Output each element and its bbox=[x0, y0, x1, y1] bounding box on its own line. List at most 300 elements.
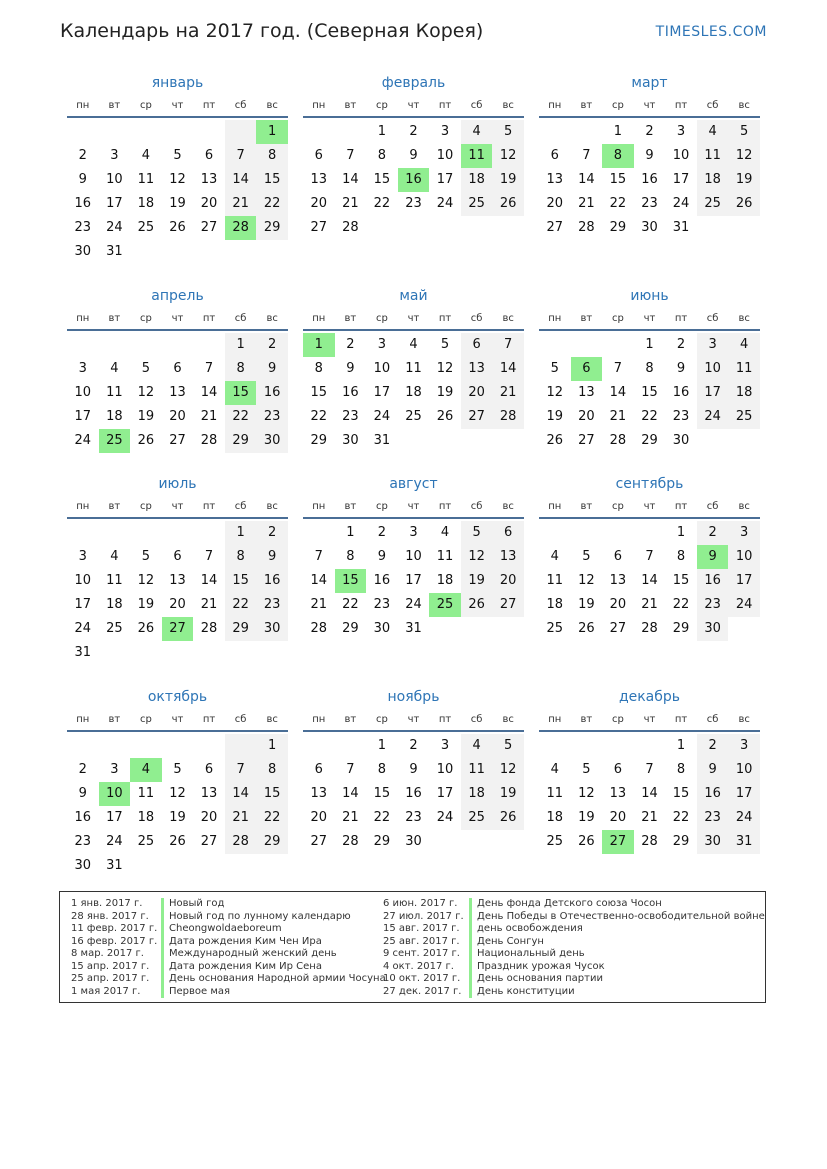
day-cell: 28 bbox=[200, 621, 218, 636]
day-cell: 27 bbox=[602, 830, 634, 854]
empty-cell bbox=[256, 240, 288, 264]
day-cell: 25 bbox=[137, 220, 155, 235]
day-cell: 7 bbox=[645, 549, 654, 564]
day-cell: 18 bbox=[546, 597, 564, 612]
day-cell: 11 bbox=[461, 144, 493, 168]
day-cell: 30 bbox=[74, 858, 92, 873]
day-cell: 7 bbox=[492, 333, 524, 357]
weekday-label: пн bbox=[548, 313, 562, 324]
day-cell: 22 bbox=[225, 405, 257, 429]
day-cell: 28 bbox=[225, 216, 257, 240]
weekday-label: пн bbox=[76, 313, 90, 324]
month-name: июнь bbox=[630, 288, 669, 304]
day-cell: 10 bbox=[436, 762, 454, 777]
day-cell: 20 bbox=[546, 196, 564, 211]
day-cell: 12 bbox=[169, 786, 186, 801]
weekday-header bbox=[303, 96, 524, 118]
empty-cell bbox=[539, 734, 571, 758]
day-cell: 1 bbox=[676, 525, 686, 540]
day-cell: 13 bbox=[310, 172, 328, 187]
day-cell: 1 bbox=[346, 525, 355, 540]
holiday-date: 16 февр. 2017 г. bbox=[71, 935, 158, 947]
day-cell: 4 bbox=[409, 337, 418, 352]
day-cell: 31 bbox=[373, 433, 391, 448]
empty-cell bbox=[193, 854, 225, 878]
day-cell: 13 bbox=[609, 573, 627, 588]
day-cell: 14 bbox=[641, 573, 658, 588]
weekday-label: ср bbox=[139, 501, 152, 512]
site-logo[interactable]: TIMESLES.COM bbox=[655, 24, 767, 40]
month-block bbox=[539, 70, 760, 240]
empty-cell bbox=[225, 641, 257, 665]
day-cell: 22 bbox=[373, 810, 391, 825]
day-cell: 15 bbox=[256, 168, 288, 192]
day-cell: 24 bbox=[436, 810, 454, 825]
day-cell: 5 bbox=[173, 148, 182, 163]
day-cell: 31 bbox=[74, 645, 92, 660]
empty-cell bbox=[571, 120, 603, 144]
day-cell: 3 bbox=[409, 525, 418, 540]
day-cell: 22 bbox=[256, 192, 288, 216]
day-cell: 25 bbox=[405, 409, 422, 424]
day-cell: 22 bbox=[373, 196, 391, 211]
day-cell: 20 bbox=[310, 196, 328, 211]
day-cell: 30 bbox=[697, 830, 729, 854]
empty-cell bbox=[130, 120, 162, 144]
empty-cell bbox=[697, 429, 729, 453]
day-cell: 26 bbox=[137, 433, 155, 448]
day-cell: 18 bbox=[436, 573, 454, 588]
day-cell: 13 bbox=[578, 385, 595, 400]
empty-cell bbox=[539, 521, 571, 545]
weekday-label: чт bbox=[643, 501, 656, 512]
day-cell: 26 bbox=[436, 409, 454, 424]
day-cell: 14 bbox=[492, 357, 524, 381]
day-cell: 16 bbox=[697, 782, 729, 806]
day-cell: 23 bbox=[342, 409, 359, 424]
day-cell: 15 bbox=[641, 385, 658, 400]
day-cell: 17 bbox=[106, 196, 123, 211]
holiday-name: Первое мая bbox=[161, 986, 230, 999]
day-cell: 9 bbox=[78, 172, 87, 187]
day-cell: 25 bbox=[429, 593, 461, 617]
weekday-label: ср bbox=[375, 501, 388, 512]
empty-cell bbox=[634, 521, 666, 545]
holiday-name: Национальный день bbox=[469, 948, 585, 961]
month-name: ноябрь bbox=[387, 689, 440, 705]
empty-cell bbox=[335, 734, 367, 758]
empty-cell bbox=[728, 617, 760, 641]
day-cell: 6 bbox=[204, 762, 214, 777]
day-cell: 26 bbox=[546, 433, 564, 448]
holiday-name: Cheongwoldaeboreum bbox=[161, 923, 282, 936]
weekday-label: пт bbox=[674, 714, 688, 725]
day-cell: 13 bbox=[200, 786, 218, 801]
weekday-label: сб bbox=[470, 100, 483, 111]
day-cell: 10 bbox=[74, 385, 92, 400]
holiday-name: Новый год bbox=[161, 898, 224, 911]
day-cell: 15 bbox=[335, 569, 367, 593]
day-cell: 26 bbox=[728, 192, 760, 216]
day-cell: 1 bbox=[613, 124, 623, 139]
day-cell: 19 bbox=[578, 597, 595, 612]
day-cell: 20 bbox=[609, 810, 627, 825]
day-cell: 8 bbox=[676, 549, 686, 564]
empty-cell bbox=[225, 854, 257, 878]
day-cell: 28 bbox=[578, 220, 595, 235]
day-cell: 25 bbox=[461, 192, 493, 216]
day-cell: 23 bbox=[697, 593, 729, 617]
holiday-date: 6 июн. 2017 г. bbox=[383, 898, 458, 909]
day-cell: 14 bbox=[200, 573, 218, 588]
day-cell: 7 bbox=[645, 762, 654, 777]
day-cell: 2 bbox=[409, 738, 418, 753]
day-cell: 14 bbox=[609, 385, 627, 400]
weekday-label: вс bbox=[266, 714, 278, 725]
day-cell: 11 bbox=[546, 786, 564, 801]
day-cell: 6 bbox=[550, 148, 559, 163]
month-block bbox=[303, 70, 524, 240]
day-cell: 29 bbox=[672, 834, 690, 849]
weekday-label: вт bbox=[344, 714, 357, 725]
day-cell: 17 bbox=[728, 569, 760, 593]
day-cell: 22 bbox=[672, 810, 690, 825]
day-grid bbox=[67, 734, 288, 878]
empty-cell bbox=[225, 120, 257, 144]
weekday-label: чт bbox=[643, 714, 656, 725]
empty-cell bbox=[602, 521, 634, 545]
day-cell: 6 bbox=[461, 333, 493, 357]
day-cell: 5 bbox=[492, 734, 524, 758]
weekday-header bbox=[539, 309, 760, 331]
weekday-label: пн bbox=[76, 100, 90, 111]
day-cell: 3 bbox=[676, 124, 686, 139]
empty-cell bbox=[461, 429, 493, 453]
day-cell: 23 bbox=[74, 220, 92, 235]
month-name: октябрь bbox=[147, 689, 208, 705]
day-cell: 26 bbox=[578, 834, 595, 849]
day-cell: 10 bbox=[672, 148, 690, 163]
holiday-date: 15 апр. 2017 г. bbox=[71, 960, 150, 972]
day-grid bbox=[67, 333, 288, 453]
day-cell: 18 bbox=[405, 385, 422, 400]
day-cell: 16 bbox=[405, 786, 422, 801]
day-cell: 21 bbox=[200, 409, 218, 424]
weekday-label: сб bbox=[706, 714, 719, 725]
empty-cell bbox=[99, 641, 131, 665]
day-cell: 2 bbox=[346, 337, 355, 352]
day-cell: 27 bbox=[200, 220, 218, 235]
day-cell: 7 bbox=[613, 361, 623, 376]
empty-cell bbox=[193, 333, 225, 357]
day-cell: 22 bbox=[256, 806, 288, 830]
day-grid bbox=[539, 333, 760, 453]
day-cell: 14 bbox=[225, 782, 257, 806]
day-cell: 5 bbox=[440, 337, 450, 352]
day-cell: 8 bbox=[645, 361, 654, 376]
weekday-label: пн bbox=[548, 501, 562, 512]
day-cell: 26 bbox=[461, 593, 493, 617]
day-cell: 19 bbox=[492, 782, 524, 806]
day-cell: 19 bbox=[728, 168, 760, 192]
day-cell: 27 bbox=[492, 593, 524, 617]
day-cell: 11 bbox=[697, 144, 729, 168]
holiday-name: Международный женский день bbox=[161, 948, 337, 961]
day-cell: 18 bbox=[728, 381, 760, 405]
day-grid bbox=[539, 734, 760, 854]
empty-cell bbox=[492, 830, 524, 854]
day-cell: 22 bbox=[342, 597, 359, 612]
day-cell: 21 bbox=[492, 381, 524, 405]
weekday-label: пт bbox=[202, 501, 216, 512]
day-cell: 19 bbox=[492, 168, 524, 192]
day-cell: 9 bbox=[78, 786, 87, 801]
month-block bbox=[303, 684, 524, 854]
weekday-label: пт bbox=[674, 100, 688, 111]
empty-cell bbox=[162, 120, 194, 144]
holiday-date: 15 авг. 2017 г. bbox=[383, 923, 460, 934]
empty-cell bbox=[398, 429, 430, 453]
day-cell: 21 bbox=[200, 597, 218, 612]
month-name: июль bbox=[158, 476, 197, 492]
empty-cell bbox=[99, 120, 131, 144]
holiday-date: 9 сент. 2017 г. bbox=[383, 948, 460, 959]
day-cell: 27 bbox=[162, 617, 194, 641]
empty-cell bbox=[256, 854, 288, 878]
empty-cell bbox=[67, 734, 99, 758]
day-cell: 23 bbox=[74, 834, 92, 849]
weekday-label: пт bbox=[438, 501, 452, 512]
month-block bbox=[539, 684, 760, 854]
day-cell: 2 bbox=[409, 124, 418, 139]
day-cell: 16 bbox=[256, 381, 288, 405]
weekday-label: вт bbox=[580, 714, 593, 725]
empty-cell bbox=[193, 734, 225, 758]
day-cell: 11 bbox=[436, 549, 454, 564]
month-block bbox=[539, 471, 760, 641]
day-cell: 28 bbox=[200, 433, 218, 448]
empty-cell bbox=[225, 734, 257, 758]
day-cell: 29 bbox=[310, 433, 328, 448]
weekday-label: ср bbox=[375, 313, 388, 324]
day-cell: 17 bbox=[106, 810, 123, 825]
day-grid bbox=[539, 120, 760, 240]
day-cell: 24 bbox=[74, 433, 92, 448]
day-cell: 10 bbox=[74, 573, 92, 588]
day-cell: 29 bbox=[609, 220, 627, 235]
day-cell: 1 bbox=[645, 337, 654, 352]
day-cell: 25 bbox=[461, 806, 493, 830]
day-cell: 13 bbox=[609, 786, 627, 801]
weekday-label: вт bbox=[580, 313, 593, 324]
day-cell: 20 bbox=[310, 810, 328, 825]
weekday-label: вс bbox=[502, 100, 514, 111]
empty-cell bbox=[130, 333, 162, 357]
day-cell: 5 bbox=[141, 361, 151, 376]
day-cell: 22 bbox=[225, 593, 257, 617]
day-cell: 23 bbox=[641, 196, 658, 211]
month-block bbox=[303, 471, 524, 641]
day-cell: 7 bbox=[204, 549, 214, 564]
day-cell: 7 bbox=[225, 758, 257, 782]
day-cell: 13 bbox=[169, 385, 186, 400]
weekday-label: сб bbox=[706, 501, 719, 512]
empty-cell bbox=[303, 120, 335, 144]
day-cell: 12 bbox=[492, 144, 524, 168]
weekday-label: пн bbox=[76, 714, 90, 725]
empty-cell bbox=[429, 830, 461, 854]
month-block bbox=[67, 70, 288, 264]
empty-cell bbox=[193, 120, 225, 144]
weekday-label: вс bbox=[738, 313, 750, 324]
holiday-date: 27 дек. 2017 г. bbox=[383, 985, 462, 997]
day-cell: 17 bbox=[728, 782, 760, 806]
weekday-label: ср bbox=[375, 714, 388, 725]
weekday-label: чт bbox=[643, 100, 656, 111]
day-cell: 4 bbox=[550, 762, 559, 777]
day-cell: 15 bbox=[225, 569, 257, 593]
day-cell: 25 bbox=[137, 834, 155, 849]
day-cell: 8 bbox=[377, 148, 387, 163]
day-cell: 9 bbox=[409, 762, 418, 777]
day-cell: 31 bbox=[405, 621, 422, 636]
empty-cell bbox=[634, 734, 666, 758]
empty-cell bbox=[162, 333, 194, 357]
weekday-label: ср bbox=[375, 100, 388, 111]
empty-cell bbox=[162, 641, 194, 665]
weekday-label: вт bbox=[580, 100, 593, 111]
day-cell: 17 bbox=[74, 597, 92, 612]
day-cell: 4 bbox=[461, 120, 493, 144]
holiday-name: День конституции bbox=[469, 986, 575, 999]
holiday-date: 25 апр. 2017 г. bbox=[71, 973, 150, 984]
day-cell: 1 bbox=[377, 124, 387, 139]
day-grid bbox=[539, 521, 760, 641]
day-cell: 8 bbox=[256, 758, 288, 782]
day-cell: 20 bbox=[200, 810, 218, 825]
day-cell: 9 bbox=[676, 361, 686, 376]
day-cell: 26 bbox=[578, 621, 595, 636]
weekday-label: сб bbox=[706, 100, 719, 111]
day-cell: 7 bbox=[346, 762, 355, 777]
day-cell: 2 bbox=[377, 525, 387, 540]
month-name: май bbox=[399, 288, 428, 304]
day-cell: 26 bbox=[492, 806, 524, 830]
month-name: август bbox=[389, 476, 438, 492]
weekday-label: сб bbox=[470, 501, 483, 512]
day-cell: 13 bbox=[492, 545, 524, 569]
weekday-header bbox=[67, 309, 288, 331]
weekday-header bbox=[67, 710, 288, 732]
day-cell: 15 bbox=[609, 172, 627, 187]
month-name: декабрь bbox=[618, 689, 681, 705]
day-cell: 11 bbox=[106, 385, 123, 400]
empty-cell bbox=[571, 333, 603, 357]
holiday-name: День основания Народной армии Чосуна bbox=[161, 973, 386, 986]
day-cell: 15 bbox=[373, 786, 391, 801]
day-cell: 18 bbox=[461, 168, 493, 192]
weekday-label: пт bbox=[438, 313, 452, 324]
empty-cell bbox=[162, 734, 194, 758]
day-cell: 20 bbox=[578, 409, 595, 424]
day-cell: 15 bbox=[672, 573, 690, 588]
day-cell: 28 bbox=[609, 433, 627, 448]
day-cell: 13 bbox=[200, 172, 218, 187]
empty-cell bbox=[492, 216, 524, 240]
day-cell: 5 bbox=[492, 120, 524, 144]
day-cell: 6 bbox=[613, 762, 623, 777]
weekday-label: ср bbox=[139, 313, 152, 324]
weekday-label: пт bbox=[202, 313, 216, 324]
day-cell: 9 bbox=[645, 148, 654, 163]
day-cell: 10 bbox=[436, 148, 454, 163]
day-cell: 12 bbox=[578, 573, 595, 588]
day-cell: 7 bbox=[204, 361, 214, 376]
day-cell: 27 bbox=[609, 621, 627, 636]
day-cell: 17 bbox=[436, 172, 454, 187]
day-cell: 8 bbox=[225, 545, 257, 569]
weekday-label: вс bbox=[738, 100, 750, 111]
day-cell: 29 bbox=[641, 433, 658, 448]
day-cell: 10 bbox=[99, 782, 131, 806]
day-cell: 29 bbox=[225, 429, 257, 453]
day-cell: 16 bbox=[373, 573, 391, 588]
day-cell: 2 bbox=[697, 734, 729, 758]
day-cell: 26 bbox=[169, 220, 186, 235]
weekday-label: чт bbox=[171, 501, 184, 512]
day-cell: 10 bbox=[697, 357, 729, 381]
day-cell: 19 bbox=[169, 196, 186, 211]
holiday-name: Дата рождения Ким Чен Ира bbox=[161, 936, 322, 949]
day-cell: 11 bbox=[137, 172, 155, 187]
day-cell: 4 bbox=[110, 361, 119, 376]
day-cell: 26 bbox=[169, 834, 186, 849]
day-cell: 18 bbox=[461, 782, 493, 806]
day-cell: 13 bbox=[546, 172, 564, 187]
holiday-date: 1 мая 2017 г. bbox=[71, 985, 141, 997]
day-cell: 8 bbox=[602, 144, 634, 168]
day-cell: 24 bbox=[106, 220, 123, 235]
day-cell: 14 bbox=[342, 786, 359, 801]
day-cell: 8 bbox=[256, 144, 288, 168]
day-cell: 7 bbox=[225, 144, 257, 168]
empty-cell bbox=[539, 333, 571, 357]
weekday-header bbox=[67, 497, 288, 519]
day-cell: 24 bbox=[728, 806, 760, 830]
day-cell: 5 bbox=[728, 120, 760, 144]
weekday-label: вс bbox=[502, 313, 514, 324]
day-cell: 11 bbox=[546, 573, 564, 588]
month-name: апрель bbox=[151, 288, 204, 304]
day-cell: 4 bbox=[728, 333, 760, 357]
day-cell: 6 bbox=[173, 549, 182, 564]
holiday-date: 10 окт. 2017 г. bbox=[383, 973, 461, 984]
month-name: сентябрь bbox=[615, 476, 684, 492]
empty-cell bbox=[130, 521, 162, 545]
empty-cell bbox=[193, 641, 225, 665]
day-cell: 6 bbox=[314, 762, 323, 777]
day-cell: 12 bbox=[137, 573, 155, 588]
day-grid bbox=[303, 521, 524, 641]
day-cell: 2 bbox=[256, 333, 288, 357]
day-cell: 30 bbox=[641, 220, 658, 235]
day-cell: 9 bbox=[256, 357, 288, 381]
holiday-name: Дата рождения Ким Ир Сена bbox=[161, 961, 322, 974]
day-cell: 8 bbox=[676, 762, 686, 777]
empty-cell bbox=[429, 617, 461, 641]
weekday-label: ср bbox=[139, 714, 152, 725]
day-cell: 18 bbox=[697, 168, 729, 192]
